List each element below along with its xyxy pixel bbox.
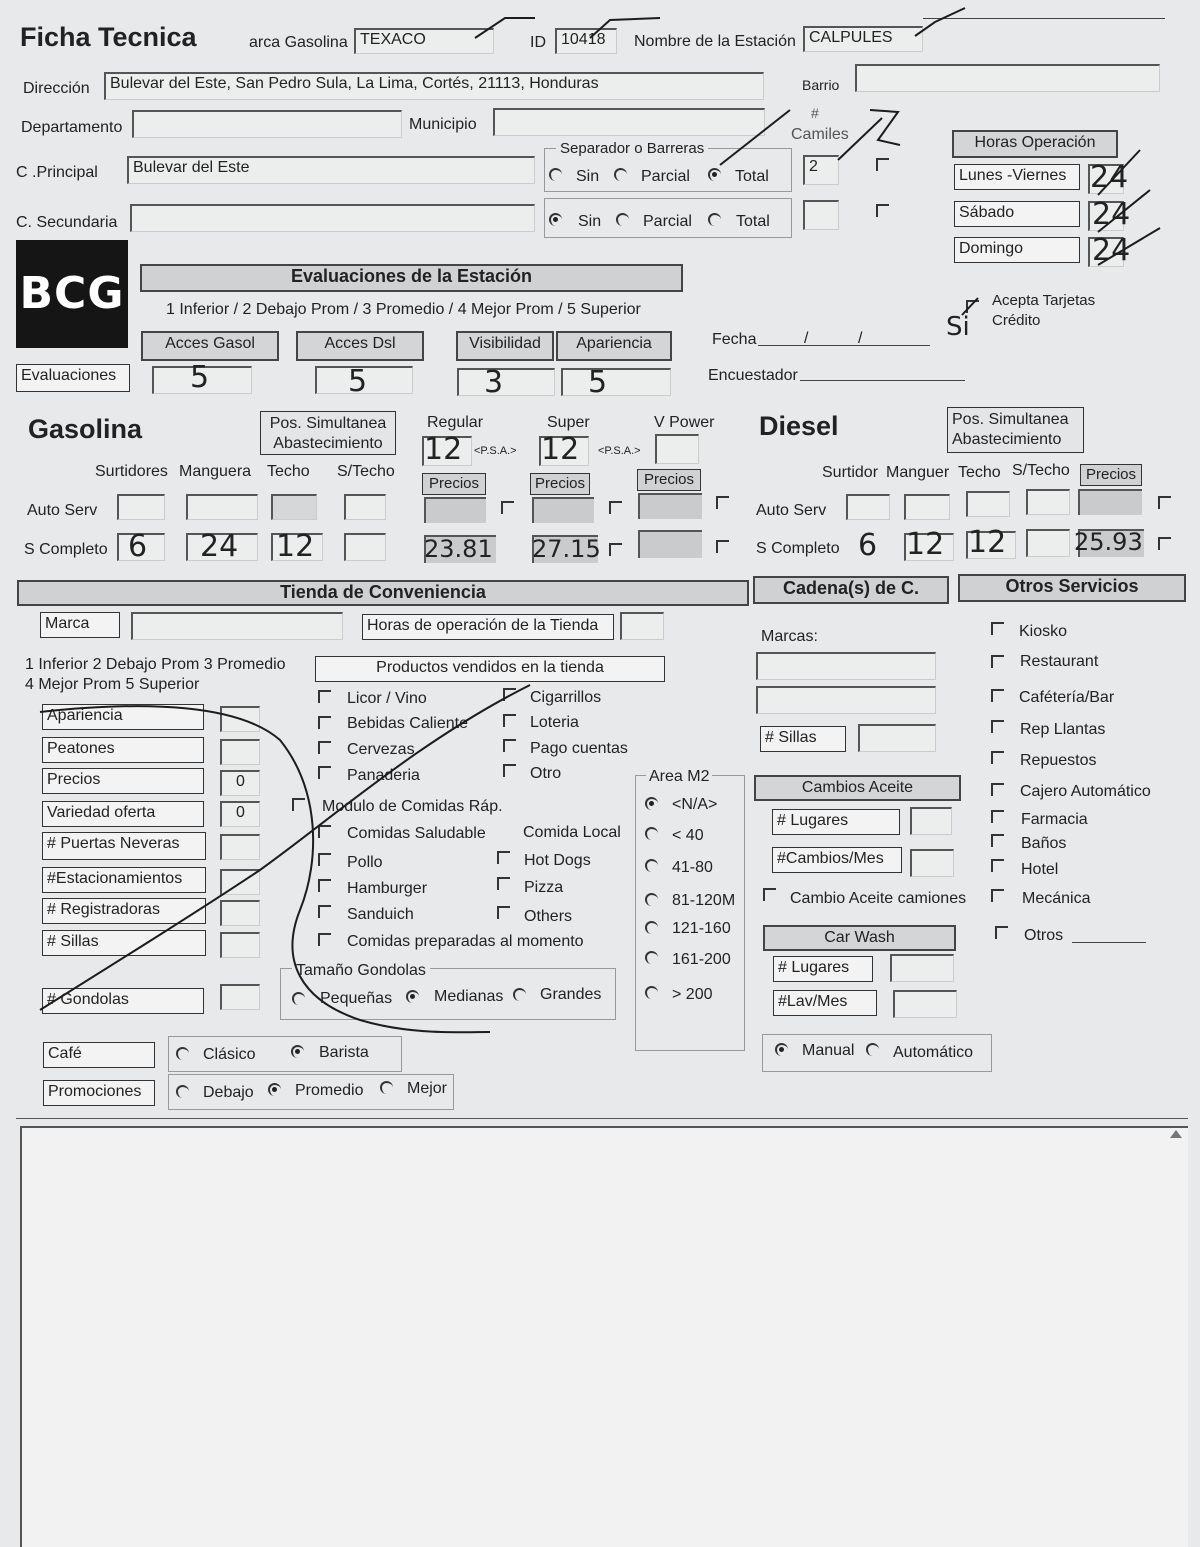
mejor-label: Mejor [407, 1080, 448, 1097]
area-over200-radio[interactable] [645, 986, 658, 999]
as-precio-regular-field[interactable] [424, 497, 486, 523]
id-field[interactable]: 10418 [555, 28, 617, 54]
pollo-label: Pollo [347, 854, 383, 871]
diesel-precios-label: Precios [1080, 464, 1142, 486]
peatones-field[interactable] [220, 739, 260, 765]
cigarrillos-checkbox[interactable] [503, 688, 516, 701]
diesel-surtidor-handwritten: 6 [858, 528, 878, 563]
medianas-label: Medianas [434, 988, 504, 1005]
separador1-total-label: Total [735, 168, 769, 185]
as-regular-checkbox[interactable] [501, 501, 514, 514]
cw-lugares-label: # Lugares [773, 956, 873, 982]
farmacia-checkbox[interactable] [991, 810, 1004, 823]
loteria-label: Loteria [530, 714, 579, 731]
preparadas-label: Comidas preparadas al momento [347, 933, 584, 950]
camiles-checkbox-1[interactable] [876, 158, 889, 171]
regular-handwritten: 12 [424, 432, 463, 467]
area-80-label: 41-80 [672, 859, 713, 876]
estacion-field[interactable]: CALPULES [803, 26, 923, 52]
banos-checkbox[interactable] [991, 834, 1004, 847]
puertas-field[interactable] [220, 834, 260, 860]
barista-label: Barista [319, 1044, 369, 1061]
area-120-radio[interactable] [645, 893, 658, 906]
marcas-field-2[interactable] [756, 686, 936, 714]
as-precio-super-field[interactable] [532, 497, 594, 523]
area-na-label: <N/A> [672, 796, 718, 813]
sillas-label: # Sillas [42, 930, 206, 956]
acces-gasol-handwritten: 5 [190, 360, 210, 395]
lunes-viernes-handwritten: 24 [1090, 160, 1129, 195]
evaluaciones-scale: 1 Inferior / 2 Debajo Prom / 3 Promedio / 4 Mejor Prom / 5 Superior [166, 301, 641, 318]
barista-radio[interactable] [291, 1045, 304, 1058]
otro-label: Otro [530, 765, 562, 782]
others-label: Others [524, 908, 573, 925]
diesel-precio-handwritten: 25.93 [1074, 528, 1143, 556]
ca-lugares-label: # Lugares [772, 809, 900, 835]
peatones-label: Peatones [42, 737, 204, 763]
clasico-radio[interactable] [176, 1047, 189, 1060]
lav-mes-label: #Lav/Mes [773, 990, 877, 1016]
diesel-col-surtidor: Surtidor [822, 464, 879, 481]
sc-super-checkbox[interactable] [609, 543, 622, 556]
cervezas-checkbox[interactable] [318, 741, 331, 754]
automatico-radio[interactable] [866, 1043, 879, 1056]
cafeteria-label: Cafétería/Bar [1019, 689, 1115, 706]
estacionamientos-label: #Estacionamientos [42, 867, 206, 893]
separador1-parcial-label: Parcial [641, 168, 690, 185]
area-160-label: 121-160 [672, 920, 731, 937]
hamburger-label: Hamburger [347, 880, 428, 897]
as-manguera-field[interactable] [186, 494, 258, 520]
camiles-checkbox-2[interactable] [876, 204, 889, 217]
departamento-field[interactable] [132, 110, 402, 138]
debajo-radio[interactable] [176, 1085, 189, 1098]
area-80-radio[interactable] [645, 859, 658, 872]
diesel-sc-stecho-field[interactable] [1026, 529, 1070, 557]
area-40-label: < 40 [672, 827, 704, 844]
sanduich-label: Sanduich [347, 906, 414, 923]
marca-label: Marca [40, 612, 120, 638]
cadena-title: Cadena(s) de C. [753, 576, 949, 604]
grandes-label: Grandes [540, 986, 602, 1003]
marca-field[interactable] [131, 612, 343, 640]
camiles-label: Camiles [791, 126, 849, 143]
gasolina-pos-line2: Abastecimiento [273, 435, 383, 452]
camiones-label: Cambio Aceite camiones [790, 890, 967, 907]
diesel-as-techo-field[interactable] [966, 491, 1010, 517]
sillas-field[interactable] [220, 932, 260, 958]
acces-dsl-button[interactable]: Acces Dsl [296, 331, 424, 361]
id-label: ID [530, 34, 546, 51]
fecha-label: Fecha [712, 331, 757, 348]
separador1-sin-label: Sin [576, 168, 600, 185]
separador-title: Separador o Barreras [556, 140, 708, 157]
acces-gasol-button[interactable]: Acces Gasol [141, 331, 279, 361]
precios-label: Precios [42, 768, 204, 794]
diesel-manguer-handwritten: 12 [906, 527, 945, 562]
diesel-auto-serv-label: Auto Serv [756, 502, 827, 519]
otros-label: Otros [1024, 927, 1064, 944]
separador2-parcial-label: Parcial [643, 213, 692, 230]
area-160-radio[interactable] [645, 921, 658, 934]
as-techo-field[interactable] [271, 494, 317, 520]
licor-checkbox[interactable] [318, 690, 331, 703]
sc-precio-regular-handwritten: 23.81 [424, 535, 493, 563]
col-surtidores: Surtidores [95, 463, 168, 480]
camiles-hash: # [811, 105, 819, 121]
pequenas-radio[interactable] [292, 992, 305, 1005]
area-200-radio[interactable] [645, 951, 658, 964]
licor-label: Licor / Vino [347, 690, 427, 707]
diesel-pos-line1: Pos. Simultanea [952, 411, 1069, 428]
marca-gasolina-label: arca Gasolina [249, 34, 348, 51]
llantas-checkbox[interactable] [991, 720, 1004, 733]
pollo-checkbox[interactable] [318, 853, 331, 866]
lav-mes-field[interactable] [893, 990, 957, 1018]
cigarrillos-label: Cigarrillos [530, 689, 602, 706]
gasolina-title: Gasolina [28, 414, 143, 444]
diesel-as-manguer-field[interactable] [904, 494, 950, 520]
area-120-label: 81-120M [672, 892, 736, 909]
diesel-col-stecho: S/Techo [1012, 462, 1070, 479]
visibilidad-handwritten: 3 [484, 365, 504, 400]
domingo-handwritten: 24 [1092, 233, 1131, 268]
medianas-radio[interactable] [406, 990, 419, 1003]
puertas-label: # Puertas Neveras [42, 832, 206, 860]
apariencia-button[interactable]: Apariencia [556, 331, 672, 361]
clasico-label: Clásico [203, 1046, 256, 1063]
tienda-title: Tienda de Conveniencia [17, 580, 749, 606]
sabado-handwritten: 24 [1092, 197, 1131, 232]
horas-tienda-field[interactable] [620, 612, 664, 640]
horas-operacion-title: Horas Operación [952, 130, 1118, 158]
sc-manguera-handwritten: 24 [200, 529, 239, 564]
ca-cambios-mes-label: #Cambios/Mes [772, 847, 902, 873]
gasolina-pos-simultanea [260, 411, 396, 455]
panaderia-checkbox[interactable] [318, 766, 331, 779]
bcg-logo: BCG [16, 240, 128, 348]
area-40-radio[interactable] [645, 827, 658, 840]
notes-area[interactable] [20, 1126, 1188, 1547]
auto-serv-label: Auto Serv [27, 502, 98, 519]
apariencia-handwritten: 5 [588, 365, 608, 400]
repuestos-checkbox[interactable] [991, 751, 1004, 764]
apariencia-field[interactable] [561, 368, 671, 396]
fecha-slash-2: / [858, 330, 863, 347]
separador2-sin-label: Sin [578, 213, 602, 230]
bebidas-label: Bebidas Caliente [347, 715, 468, 732]
hotdogs-label: Hot Dogs [524, 852, 591, 869]
cervezas-label: Cervezas [347, 741, 415, 758]
gondolas-field[interactable] [220, 984, 260, 1010]
area-200-label: 161-200 [672, 951, 731, 968]
debajo-label: Debajo [203, 1084, 254, 1101]
marcas-label: Marcas: [761, 628, 818, 645]
separador2-sin-radio[interactable] [549, 213, 562, 226]
as-super-checkbox[interactable] [609, 501, 622, 514]
diesel-title: Diesel [759, 411, 839, 441]
tarjetas-label: Acepta Tarjetas [992, 292, 1096, 309]
camiles-field-2[interactable] [803, 200, 839, 230]
saludable-checkbox[interactable] [318, 825, 331, 838]
super-label: Super [547, 414, 590, 431]
hamburger-checkbox[interactable] [318, 879, 331, 892]
otro-checkbox[interactable] [503, 764, 516, 777]
camiones-checkbox[interactable] [763, 888, 776, 901]
precios-vpower-label: Precios [637, 469, 701, 491]
departamento-label: Departamento [21, 119, 123, 136]
panaderia-label: Panaderia [347, 767, 420, 784]
barrio-field[interactable] [855, 64, 1160, 92]
diesel-s-completo-label: S Completo [756, 540, 840, 557]
separador1-total-radio[interactable] [708, 168, 721, 181]
diesel-sc-checkbox[interactable] [1158, 537, 1171, 550]
loteria-checkbox[interactable] [503, 714, 516, 727]
credito-label: Crédito [992, 312, 1041, 329]
variedad-label: Variedad oferta [42, 801, 204, 827]
separador1-parcial-radio[interactable] [614, 168, 627, 181]
diesel-as-checkbox[interactable] [1158, 496, 1171, 509]
precios-regular-label: Precios [422, 473, 486, 495]
mejor-radio[interactable] [380, 1081, 393, 1094]
ca-cambios-mes-field[interactable] [910, 849, 954, 877]
repuestos-label: Repuestos [1020, 752, 1097, 769]
comida-local-label: Comida Local [523, 824, 621, 841]
separador2-total-label: Total [736, 213, 770, 230]
automatico-label: Automático [893, 1044, 974, 1061]
promedio-label: Promedio [295, 1082, 364, 1099]
barrio-label: Barrio [802, 77, 840, 93]
pizza-label: Pizza [524, 879, 564, 896]
encuestador-line[interactable] [800, 380, 965, 381]
gondolas-label: # Gondolas [42, 988, 204, 1014]
scroll-up-arrow[interactable] [1170, 1130, 1182, 1138]
direccion-label: Dirección [23, 80, 90, 97]
super-handwritten: 12 [541, 432, 580, 467]
visibilidad-button[interactable]: Visibilidad [456, 331, 554, 361]
kiosko-checkbox[interactable] [991, 622, 1004, 635]
marca-gasolina-field[interactable]: TEXACO [354, 28, 494, 54]
cadena-sillas-label: # Sillas [760, 726, 846, 752]
productos-title: Productos vendidos en la tienda [315, 656, 665, 682]
saludable-label: Comidas Saludable [347, 825, 486, 842]
diesel-as-precio-field[interactable] [1078, 489, 1142, 515]
pago-label: Pago cuentas [530, 740, 628, 757]
gondolas-title: Tamaño Gondolas [292, 962, 430, 980]
hotdogs-checkbox[interactable] [497, 851, 510, 864]
fecha-line[interactable] [758, 345, 930, 346]
horas-tienda-label: Horas de operación de la Tienda [362, 614, 614, 640]
pequenas-label: Pequeñas [320, 990, 393, 1007]
c-secundaria-field[interactable] [130, 204, 535, 232]
camiles-field[interactable]: 2 [803, 155, 839, 185]
pen-scribble [870, 110, 900, 145]
psa-label-2: <P.S.A.> [598, 445, 641, 457]
municipio-field[interactable] [493, 108, 765, 136]
cafe-label: Café [43, 1042, 155, 1068]
sc-vpower-checkbox[interactable] [716, 540, 729, 553]
apariencia-label: Apariencia [42, 704, 204, 730]
area-title: Area M2 [646, 768, 712, 786]
cafeteria-checkbox[interactable] [991, 689, 1004, 702]
otros-checkbox[interactable] [995, 926, 1008, 939]
area-over200-label: > 200 [672, 986, 713, 1003]
otros-line[interactable] [1072, 942, 1146, 943]
separador2-total-radio[interactable] [708, 213, 721, 226]
area-group [635, 775, 745, 1051]
diesel-col-techo: Techo [958, 464, 1001, 481]
tienda-scale-2: 4 Mejor Prom 5 Superior [25, 676, 200, 693]
regular-label: Regular [427, 414, 484, 431]
manual-label: Manual [802, 1042, 855, 1059]
farmacia-label: Farmacia [1021, 811, 1088, 828]
gasolina-pos-line1: Pos. Simultanea [269, 415, 387, 432]
psa-label: <P.S.A.> [474, 445, 517, 457]
mecanica-checkbox[interactable] [991, 889, 1004, 902]
municipio-label: Municipio [409, 116, 477, 133]
sabado-label: Sábado [954, 201, 1080, 227]
pizza-checkbox[interactable] [497, 877, 510, 890]
as-precio-vpower-field[interactable] [638, 493, 702, 519]
modulo-label: Modulo de Comidas Ráp. [322, 798, 503, 815]
sanduich-checkbox[interactable] [318, 905, 331, 918]
col-stecho: S/Techo [337, 463, 395, 480]
c-secundaria-label: C. Secundaria [16, 214, 118, 231]
diesel-as-surtidor-field[interactable] [846, 494, 890, 520]
lunes-viernes-label: Lunes -Viernes [954, 164, 1080, 190]
domingo-label: Domingo [954, 237, 1080, 263]
marcas-field-1[interactable] [756, 652, 936, 680]
cajero-label: Cajero Automático [1020, 783, 1151, 800]
others-checkbox[interactable] [497, 906, 510, 919]
cajero-checkbox[interactable] [991, 783, 1004, 796]
sc-surtidores-handwritten: 6 [128, 529, 148, 564]
vpower-field[interactable] [655, 434, 699, 464]
visibilidad-field[interactable] [457, 368, 555, 396]
sc-techo-handwritten: 12 [276, 529, 315, 564]
as-surtidores-field[interactable] [117, 494, 165, 520]
ca-lugares-field[interactable] [910, 807, 952, 835]
acces-dsl-handwritten: 5 [348, 364, 368, 399]
llantas-label: Rep Llantas [1020, 721, 1106, 738]
promociones-label: Promociones [43, 1080, 155, 1106]
col-techo: Techo [267, 463, 310, 480]
registradoras-field[interactable] [220, 900, 260, 926]
hotel-label: Hotel [1021, 861, 1059, 878]
separador2-parcial-radio[interactable] [616, 213, 629, 226]
diesel-col-manguer: Manguer [886, 464, 950, 481]
estacionamientos-field[interactable] [220, 869, 260, 895]
otros-title: Otros Servicios [958, 574, 1186, 602]
col-manguera: Manguera [179, 463, 252, 480]
diesel-techo-handwritten: 12 [968, 525, 1007, 560]
promedio-radio[interactable] [268, 1083, 281, 1096]
c-principal-field[interactable]: Bulevar del Este [127, 156, 535, 184]
area-na-radio[interactable] [645, 797, 658, 810]
bebidas-checkbox[interactable] [318, 716, 331, 729]
hotel-checkbox[interactable] [991, 859, 1004, 872]
vpower-label: V Power [654, 414, 715, 431]
estacion-label: Nombre de la Estación [634, 33, 796, 50]
diesel-as-stecho-field[interactable] [1026, 489, 1070, 515]
cadena-sillas-field[interactable] [858, 724, 936, 752]
fecha-slash-1: / [804, 330, 809, 347]
cambios-aceite-title: Cambios Aceite [754, 775, 961, 801]
tarjetas-handwritten: Si [946, 312, 970, 342]
cw-lugares-field[interactable] [890, 954, 954, 982]
precios-field[interactable]: 0 [220, 770, 260, 796]
sc-precio-vpower-field[interactable] [638, 530, 702, 558]
modulo-checkbox[interactable] [292, 798, 305, 811]
preparadas-checkbox[interactable] [318, 933, 331, 946]
variedad-field[interactable]: 0 [220, 801, 260, 827]
car-wash-title: Car Wash [763, 925, 956, 951]
diesel-pos-simultanea [947, 407, 1084, 453]
encuestador-label: Encuestador [708, 367, 798, 384]
sc-stecho-field[interactable] [344, 533, 386, 561]
evaluaciones-title: Evaluaciones de la Estación [140, 264, 683, 292]
pago-checkbox[interactable] [503, 739, 516, 752]
banos-label: Baños [1021, 835, 1067, 852]
c-principal-label: C .Principal [16, 164, 98, 181]
s-completo-label: S Completo [24, 541, 108, 558]
direccion-field[interactable]: Bulevar del Este, San Pedro Sula, La Lima, Cortés, 21113, Honduras [104, 72, 764, 100]
manual-radio[interactable] [775, 1043, 788, 1056]
restaurant-checkbox[interactable] [991, 655, 1004, 668]
registradoras-label: # Registradoras [42, 898, 206, 924]
grandes-radio[interactable] [513, 988, 526, 1001]
evaluaciones-button[interactable]: Evaluaciones [16, 364, 130, 392]
apariencia-field[interactable] [220, 706, 260, 732]
restaurant-label: Restaurant [1020, 653, 1099, 670]
as-stecho-field[interactable] [344, 494, 386, 520]
sc-precio-super-handwritten: 27.15 [532, 535, 601, 563]
precios-super-label: Precios [530, 473, 590, 495]
as-vpower-checkbox[interactable] [716, 496, 729, 509]
mecanica-label: Mecánica [1022, 890, 1091, 907]
tienda-scale-1: 1 Inferior 2 Debajo Prom 3 Promedio [25, 656, 286, 673]
page-title: Ficha Tecnica [20, 22, 197, 52]
kiosko-label: Kiosko [1019, 623, 1068, 640]
diesel-pos-line2: Abastecimiento [952, 431, 1062, 448]
separador1-sin-radio[interactable] [549, 168, 562, 181]
